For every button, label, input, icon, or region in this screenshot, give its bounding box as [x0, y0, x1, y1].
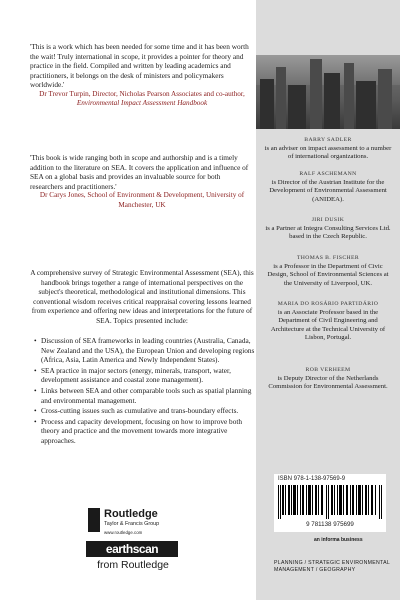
- editor-bio: [264, 170, 392, 204]
- list-item: • Links between SEA and other comparable tools such as spatial planning and environmental management.: [34, 385, 252, 405]
- editor-bio: [264, 254, 392, 288]
- city-skyline-photo: [256, 55, 400, 129]
- publisher-name: Routledge: [104, 508, 158, 520]
- editor-name: MARIA DO ROSÁRIO PARTIDÁRIO: [277, 301, 379, 307]
- topic-list: [34, 336, 256, 447]
- informa-tagline: an informa business: [314, 537, 363, 543]
- editor-bio: [264, 300, 392, 343]
- editor-description: is an adviser on impact assessment to a number of international organizations.: [264, 144, 392, 161]
- imprint-from: from Routledge: [97, 559, 169, 571]
- routledge-logo: [88, 508, 208, 538]
- list-item: • Cross-cutting issues such as cumulative and trans-boundary effects.: [34, 406, 239, 416]
- editor-description: is Deputy Director of the Netherlands Commission for Environmental Assessment.: [268, 374, 388, 391]
- review-quote-2: [30, 153, 254, 210]
- subject-category: PLANNING / STRATEGIC ENVIRONMENTAL MANAGEMENT / GEOGRAPHY: [274, 560, 390, 573]
- list-item: • Process and capacity development, focusing on how to improve both theory and practice and the movement towards more integrative approaches.: [34, 416, 243, 445]
- list-item: • SEA practice in major sectors (energy, minerals, transport, water, development assistance and coastal zone management).: [34, 365, 231, 385]
- editor-name: JIRI DUSIK: [311, 217, 345, 223]
- editor-name: THOMAS B. FISCHER: [296, 255, 360, 261]
- earthscan-logo: earthscan: [86, 541, 178, 557]
- editor-description: is an Associate Professor based in the Department of Civil Engineering and Architecture at the Technical University of Lisbon, Portugal.: [270, 308, 386, 342]
- quote-text: 'This book is wide ranging both in scope and authorship and is a timely addition to the literature on SEA. It covers the application and influence of SEA on a global basis and provides an invaluable source for both researchers and practitioners.': [30, 153, 249, 191]
- editor-name: RALF ASCHEMANN: [299, 171, 357, 177]
- editor-description: is Director of the Austrian Institute for the Development of Environmental Assessment (ANIDEA).: [269, 178, 387, 203]
- review-quote-1: [30, 42, 254, 109]
- attribution-book-title: Environmental Impact Assessment Handbook: [76, 99, 208, 108]
- routledge-mark-icon: [88, 508, 100, 532]
- editor-name: BARRY SADLER: [304, 137, 352, 143]
- editor-bio: [264, 366, 392, 392]
- quote-text: 'This is a work which has been needed for some time and it has been worth the wait! Truly international in scope, it provides a pointer for theory and practice in the field. Compiled and written by leading academics and practitioners, it belongs on the desk of ministers and policymakers worldwide.': [30, 42, 249, 90]
- barcode-bars-icon: [278, 485, 382, 519]
- attribution-text: Dr Trevor Turpin, Director, Nicholas Pearson Associates and co-author,: [39, 89, 245, 98]
- editor-description: is a Partner at Integra Consulting Services Ltd. based in the Czech Republic.: [265, 224, 391, 241]
- editor-name: ROB VERHEEM: [305, 367, 351, 373]
- editor-bio: [264, 136, 392, 162]
- barcode-number: 9 781138 975699: [306, 521, 354, 528]
- publisher-url: www.routledge.com: [104, 530, 143, 535]
- quote-attribution: [30, 90, 254, 109]
- isbn-barcode: [274, 474, 386, 532]
- isbn-text: ISBN 978-1-138-97569-9: [278, 476, 346, 482]
- back-cover-right-column: [256, 0, 400, 600]
- editor-bio: [264, 216, 392, 242]
- list-item: • Discussion of SEA frameworks in leading countries (Australia, Canada, New Zealand and the USA), the European Union and developing regions (Africa, Asia, Latin America and Newly Independent States).: [34, 336, 255, 365]
- publisher-group: Taylor & Francis Group: [104, 521, 160, 527]
- book-description: A comprehensive survey of Strategic Environmental Assessment (SEA), this handbook brings together a range of international perspectives on the subject's theoretical, methodological and institutional dimensions. This conventional wisdom receives critical reappraisal covering lessons learned from experience and offering new ideas and interpretations for the future of SEA. Topics presented include:: [30, 268, 254, 325]
- quote-attribution: Dr Carys Jones, School of Environment & Development, University of Manchester, UK: [39, 191, 245, 209]
- editor-description: is a Professor in the Department of Civic Design, School of Environmental Sciences at the University of Liverpool, UK.: [267, 262, 389, 287]
